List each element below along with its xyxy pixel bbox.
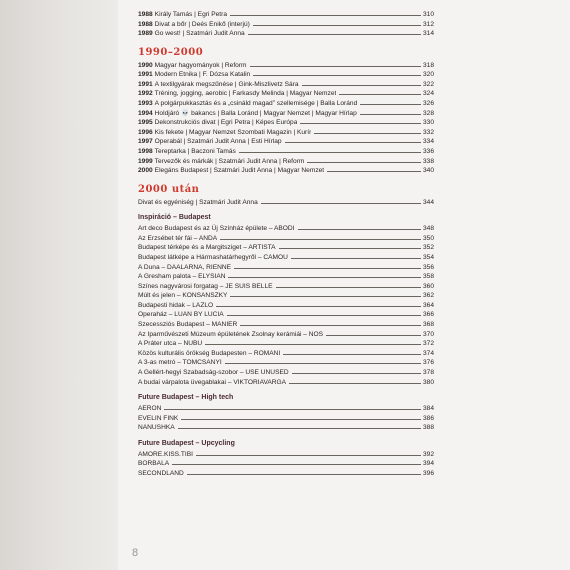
toc-entry-year: 1992 xyxy=(138,90,153,98)
toc-leader-line xyxy=(178,428,421,429)
toc-entry-page: 394 xyxy=(422,460,434,468)
toc-entry-title: Budapest térképe és a Margitsziget – ARTISTA xyxy=(138,244,276,252)
toc-leader-line xyxy=(253,25,421,26)
toc-entry xyxy=(138,70,434,80)
toc-entry-title: Budapesti hidak – LAZLO xyxy=(138,301,214,309)
toc-entry-text xyxy=(138,10,227,20)
toc-entry-title: Múlt és jelen – KONSANSZKY xyxy=(138,292,228,300)
toc-entry xyxy=(138,128,434,138)
toc-entry-text xyxy=(138,358,222,368)
toc-entry-year: 1989 xyxy=(138,30,153,38)
toc-entry xyxy=(138,109,434,119)
toc-entry xyxy=(138,368,434,378)
toc-entry xyxy=(138,378,434,388)
toc-entry-title: AMORE.KISS.TIBI xyxy=(138,450,193,458)
toc-entry-year: 1991 xyxy=(138,80,153,88)
subheading-upcycling: Future Budapest – Upcycling xyxy=(138,439,235,447)
toc-entry-text xyxy=(138,414,178,424)
toc-entry xyxy=(138,310,434,320)
toc-entry-page: 338 xyxy=(422,157,434,165)
book-spine-shadow xyxy=(0,0,118,570)
toc-leader-line xyxy=(327,171,421,172)
toc-leader-line xyxy=(360,104,421,105)
toc-entry xyxy=(138,320,434,330)
toc-entry-title: Magyar hagyományok | Reform xyxy=(154,61,247,69)
toc-entry-page: 310 xyxy=(422,11,434,18)
toc-leader-line xyxy=(248,34,421,35)
toc-entry-text xyxy=(138,80,299,90)
toc-entry-page: 356 xyxy=(422,263,434,271)
toc-entry-text xyxy=(138,282,273,292)
toc-entry xyxy=(138,29,434,39)
toc-leader-line xyxy=(181,419,421,420)
toc-entry xyxy=(138,20,434,30)
toc-entry-title: AERON xyxy=(138,405,162,413)
toc-entry-title: Elegáns Budapest | Szatmári Judit Anna | Magyar Nemzet xyxy=(154,167,325,175)
toc-entry xyxy=(138,89,434,99)
toc-entry-title: Art deco Budapest és az Új Színház épülete – ABODI xyxy=(138,225,295,233)
toc-leader-line xyxy=(187,474,421,475)
toc-entry-text xyxy=(138,320,237,330)
toc-entry xyxy=(138,234,434,244)
section-heading-2000-utan: 2000 után xyxy=(138,183,200,195)
toc-entry-page: 328 xyxy=(422,109,434,117)
toc-entry xyxy=(138,272,434,282)
toc-leader-line xyxy=(291,258,421,259)
toc-entry-text xyxy=(138,450,193,460)
toc-entry-title: A polgárpukkasztás és a „csináld magad” szellemisége | Balla Loránd xyxy=(154,100,358,108)
toc-entry xyxy=(138,339,434,349)
toc-entry xyxy=(138,330,434,340)
toc-entry xyxy=(138,358,434,368)
toc-entry xyxy=(138,10,434,20)
toc-entry-year: 1996 xyxy=(138,128,153,136)
toc-entry-year: 1998 xyxy=(138,147,153,155)
toc-entry-page: 388 xyxy=(422,424,434,432)
toc-entry xyxy=(138,243,434,253)
toc-entry xyxy=(138,263,434,273)
toc-leader-line xyxy=(230,15,421,16)
toc-entry-year: 1995 xyxy=(138,119,153,127)
toc-entry-page: 354 xyxy=(422,253,434,261)
toc-entry-title: A Duna – DAALARNA, RIENNE xyxy=(138,263,232,271)
toc-leader-line xyxy=(314,133,421,134)
toc-entry-page: 386 xyxy=(422,414,434,422)
toc-entry-page: 368 xyxy=(422,321,434,329)
toc-group-upcycling xyxy=(138,450,434,479)
toc-entry xyxy=(138,137,434,147)
toc-entry xyxy=(138,301,434,311)
toc-entry-page: 334 xyxy=(422,138,434,146)
toc-entry-text xyxy=(138,310,224,320)
toc-entry-page: 312 xyxy=(422,20,434,28)
toc-entry-title: A textilgyárak megszűnése | Gink-Miszlivetz Sára xyxy=(154,80,299,88)
toc-entry xyxy=(138,253,434,263)
toc-leader-line xyxy=(326,335,421,336)
toc-leader-line xyxy=(279,248,421,249)
toc-leader-line xyxy=(216,306,421,307)
toc-entry-text xyxy=(138,128,311,138)
toc-entry-page: 326 xyxy=(422,100,434,108)
toc-leader-line xyxy=(298,229,421,230)
table-of-contents xyxy=(138,10,434,479)
toc-entry-year: 1993 xyxy=(138,100,153,108)
toc-entry xyxy=(138,80,434,90)
toc-entry-text xyxy=(138,378,286,388)
subheading-high-tech: Future Budapest – High tech xyxy=(138,394,234,402)
toc-entry-text xyxy=(138,137,282,147)
toc-entry xyxy=(138,157,434,167)
toc-entry-text xyxy=(138,61,247,71)
toc-leader-line xyxy=(289,383,421,384)
toc-entry-page: 320 xyxy=(422,71,434,79)
toc-entry-title: Az Iparművészeti Múzeum épületének Zsolnay kerámiái – NOS xyxy=(138,330,324,338)
toc-entry-title: Közös kulturális örökség Budapesten – ROMANI xyxy=(138,349,281,357)
toc-leader-line xyxy=(240,325,421,326)
toc-leader-line xyxy=(227,315,421,316)
toc-entry xyxy=(138,450,434,460)
toc-entry xyxy=(138,147,434,157)
toc-leader-line xyxy=(234,268,421,269)
toc-entry-title: A budai várpalota üvegablakai – VIKTORIAVARGA xyxy=(138,378,287,386)
toc-leader-line xyxy=(172,464,421,465)
toc-entry-title: Dekonstrukciós divat | Egri Petra | Képes Európa xyxy=(154,119,298,127)
toc-leader-line xyxy=(228,277,421,278)
toc-entry-text xyxy=(138,29,245,39)
toc-entry-title: A 3-as metró – TOMCSANYI xyxy=(138,359,222,367)
toc-entry-title: Budapest látképe a Hármashatárhegyről – CAMOU xyxy=(138,253,288,261)
toc-entry-year: 1990 xyxy=(138,61,153,69)
toc-entry-title: Operabál | Szatmári Judit Anna | Esti Hírlap xyxy=(154,138,282,146)
toc-entry-year: 1988 xyxy=(138,20,153,28)
toc-group-high-tech xyxy=(138,404,434,433)
toc-entry-page: 396 xyxy=(422,469,434,477)
toc-entry-title: EVELIN FINK xyxy=(138,414,179,422)
toc-entry-page: 372 xyxy=(422,340,434,348)
subheading-inspiracio: Inspiráció – Budapest xyxy=(138,214,211,222)
toc-leader-line xyxy=(300,123,421,124)
toc-entry-text xyxy=(138,301,213,311)
toc-entry-page: 378 xyxy=(422,368,434,376)
toc-entry-title: SECONDLAND xyxy=(138,469,184,477)
toc-entry-page: 318 xyxy=(422,61,434,69)
toc-entry-title: A Gellért-hegyi Szabadság-szobor – USE UNUSED xyxy=(138,368,289,376)
toc-group-top xyxy=(138,10,434,39)
toc-entry-text xyxy=(138,224,295,234)
toc-leader-line xyxy=(307,162,421,163)
toc-entry-page: 370 xyxy=(422,330,434,338)
toc-entry-page: 380 xyxy=(422,378,434,386)
toc-entry-page: 352 xyxy=(422,244,434,252)
toc-leader-line xyxy=(220,239,421,240)
toc-entry xyxy=(138,198,434,208)
toc-leader-line xyxy=(196,455,421,456)
toc-group-2000 xyxy=(138,198,434,208)
toc-entry-text xyxy=(138,368,289,378)
toc-entry-title: A Práter utca – NUBU xyxy=(138,340,203,348)
toc-entry-year: 1999 xyxy=(138,157,153,165)
toc-entry xyxy=(138,99,434,109)
toc-entry-text xyxy=(138,234,217,244)
toc-entry-text xyxy=(138,198,258,208)
toc-entry-year: 1988 xyxy=(138,11,153,18)
toc-entry-page: 384 xyxy=(422,405,434,413)
toc-entry-title: Tervezők és márkák | Szatmári Judit Anna | Reform xyxy=(154,157,305,165)
toc-entry-page: 366 xyxy=(422,311,434,319)
toc-entry-text xyxy=(138,118,297,128)
toc-entry xyxy=(138,291,434,301)
toc-entry-page: 348 xyxy=(422,225,434,233)
toc-entry xyxy=(138,423,434,433)
toc-entry-text xyxy=(138,147,236,157)
toc-entry-text xyxy=(138,166,324,176)
toc-entry xyxy=(138,118,434,128)
toc-entry-text xyxy=(138,349,280,359)
toc-group-inspiracio xyxy=(138,224,434,387)
toc-entry-text xyxy=(138,70,250,80)
toc-entry xyxy=(138,349,434,359)
toc-entry-title: Tréning, jogging, aerobic | Farkasdy Melinda | Magyar Nemzet xyxy=(154,90,337,98)
toc-entry-title: Király Tamás | Egri Petra xyxy=(154,11,227,18)
toc-entry-text xyxy=(138,291,227,301)
toc-entry xyxy=(138,469,434,479)
toc-leader-line xyxy=(225,363,421,364)
toc-entry-title: Az Erzsébet tér fái – ANDA xyxy=(138,234,218,242)
toc-entry-page: 332 xyxy=(422,128,434,136)
toc-entry-text xyxy=(138,253,288,263)
toc-entry xyxy=(138,459,434,469)
toc-entry xyxy=(138,414,434,424)
toc-entry-title: Modern Etnika | F. Dózsa Katalin xyxy=(154,71,251,79)
toc-leader-line xyxy=(285,142,421,143)
toc-entry xyxy=(138,61,434,71)
toc-entry-text xyxy=(138,330,323,340)
toc-entry-text xyxy=(138,20,250,30)
toc-entry-text xyxy=(138,469,184,479)
toc-entry-title: Tereptarka | Baczoni Tamás xyxy=(154,147,236,155)
toc-entry-text xyxy=(138,109,357,119)
toc-leader-line xyxy=(302,85,421,86)
toc-entry-title: Go west! | Szatmári Judit Anna xyxy=(154,30,245,38)
toc-leader-line xyxy=(292,373,421,374)
toc-entry-text xyxy=(138,157,304,167)
toc-entry-page: 358 xyxy=(422,273,434,281)
toc-entry-text xyxy=(138,99,357,109)
toc-entry-year: 1991 xyxy=(138,71,153,79)
toc-leader-line xyxy=(239,152,421,153)
toc-entry xyxy=(138,404,434,414)
toc-entry-title: NANUSHKA xyxy=(138,424,175,432)
toc-entry-title: Kis fekete | Magyar Nemzet Szombati Magazin | Kurír xyxy=(154,128,312,136)
toc-entry-page: 314 xyxy=(422,30,434,38)
toc-leader-line xyxy=(205,344,421,345)
toc-leader-line xyxy=(360,114,421,115)
toc-entry xyxy=(138,166,434,176)
toc-entry-page: 336 xyxy=(422,147,434,155)
toc-leader-line xyxy=(250,66,421,67)
toc-entry-title: Divat a bőr | Deés Enikő (interjú) xyxy=(154,20,250,28)
toc-entry-title: Operaház – LUAN BY LUCIA xyxy=(138,311,224,319)
toc-entry-title: Holdjáró 💀 bakancs | Balla Loránd | Magyar Nemzet | Magyar Hírlap xyxy=(154,109,357,117)
toc-entry-text xyxy=(138,404,161,414)
toc-entry-page: 344 xyxy=(422,198,434,206)
toc-entry-title: BORBALA xyxy=(138,460,170,468)
toc-entry-text xyxy=(138,459,169,469)
toc-entry-year: 1994 xyxy=(138,109,153,117)
toc-entry xyxy=(138,224,434,234)
toc-leader-line xyxy=(261,203,421,204)
toc-leader-line xyxy=(339,94,421,95)
toc-entry-text xyxy=(138,89,336,99)
toc-entry-page: 374 xyxy=(422,349,434,357)
toc-leader-line xyxy=(283,354,421,355)
toc-entry-page: 376 xyxy=(422,359,434,367)
toc-entry-year: 2000 xyxy=(138,167,153,175)
toc-entry xyxy=(138,282,434,292)
toc-entry-page: 350 xyxy=(422,234,434,242)
toc-entry-page: 364 xyxy=(422,301,434,309)
toc-entry-year: 1997 xyxy=(138,138,153,146)
toc-entry-page: 322 xyxy=(422,80,434,88)
toc-entry-title: A Gresham palota – ELYSIAN xyxy=(138,273,226,281)
toc-entry-title: Divat és egyéniség | Szatmári Judit Anna xyxy=(138,198,258,206)
toc-entry-page: 340 xyxy=(422,167,434,175)
toc-leader-line xyxy=(164,409,421,410)
toc-entry-text xyxy=(138,272,225,282)
toc-entry-title: Színes nagyvárosi forgatag – JE SUIS BELLE xyxy=(138,282,273,290)
toc-leader-line xyxy=(230,296,421,297)
toc-entry-title: Szecessziós Budapest – MANIER xyxy=(138,321,238,329)
toc-entry-page: 392 xyxy=(422,450,434,458)
toc-leader-line xyxy=(253,75,421,76)
toc-entry-text xyxy=(138,243,276,253)
section-heading-1990-2000: 1990–2000 xyxy=(138,46,204,58)
toc-group-1990 xyxy=(138,61,434,176)
page-number: 8 xyxy=(132,547,139,559)
toc-leader-line xyxy=(276,287,421,288)
toc-entry-text xyxy=(138,339,202,349)
toc-entry-text xyxy=(138,423,175,433)
toc-entry-page: 360 xyxy=(422,282,434,290)
toc-entry-text xyxy=(138,263,231,273)
toc-entry-page: 324 xyxy=(422,90,434,98)
toc-entry-page: 362 xyxy=(422,292,434,300)
toc-entry-page: 330 xyxy=(422,119,434,127)
